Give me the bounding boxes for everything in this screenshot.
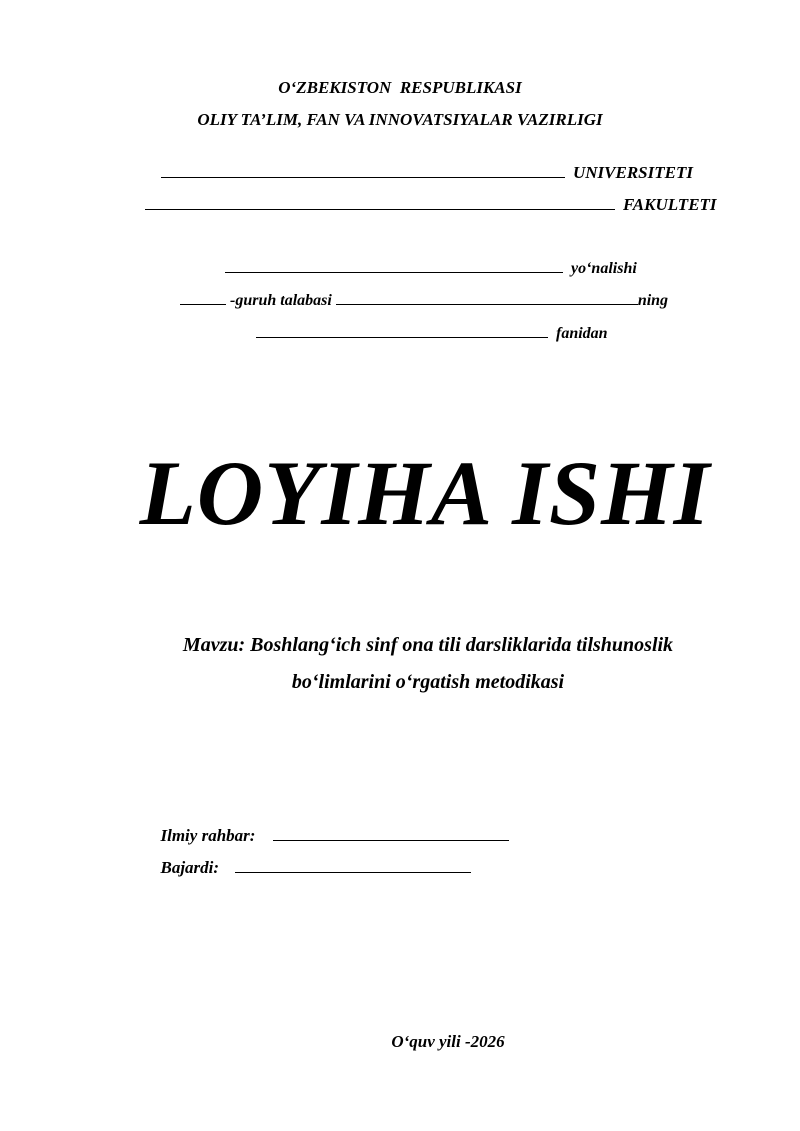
name-suffix: ning xyxy=(637,292,669,309)
group-blank[interactable] xyxy=(180,290,226,305)
ministry-heading: OLIY TA’LIM, FAN VA INNOVATSIYALAR VAZIRLIGI xyxy=(197,110,603,129)
performer-row xyxy=(152,838,471,878)
university-label: UNIVERSITETI xyxy=(573,163,693,182)
direction-label: yo‘nalishi xyxy=(571,260,637,277)
topic-line-2: bo‘limlarini o‘rgatish metodikasi xyxy=(291,671,565,693)
student-name-blank[interactable] xyxy=(336,290,638,305)
faculty-blank[interactable] xyxy=(145,195,615,210)
supervisor-label: Ilmiy rahbar: xyxy=(160,826,256,845)
performer-blank[interactable] xyxy=(235,858,471,873)
republic-heading: O‘ZBEKISTON RESPUBLIKASI xyxy=(278,78,522,97)
topic-line-1: Mavzu: Boshlang‘ich sinf ona tili darsliklarida tilshunoslik xyxy=(182,634,674,656)
performer-label: Bajardi: xyxy=(160,858,220,877)
faculty-line xyxy=(136,175,736,215)
document-title: LOYIHA ISHI xyxy=(139,442,711,544)
academic-year: O‘quv yili -2026 xyxy=(391,1032,505,1051)
subject-label: fanidan xyxy=(556,325,608,342)
direction-blank[interactable] xyxy=(225,258,563,273)
subject-line xyxy=(248,305,648,343)
group-label: -guruh talabasi xyxy=(230,292,332,309)
subject-blank[interactable] xyxy=(256,323,548,338)
faculty-label: FAKULTETI xyxy=(623,195,717,214)
